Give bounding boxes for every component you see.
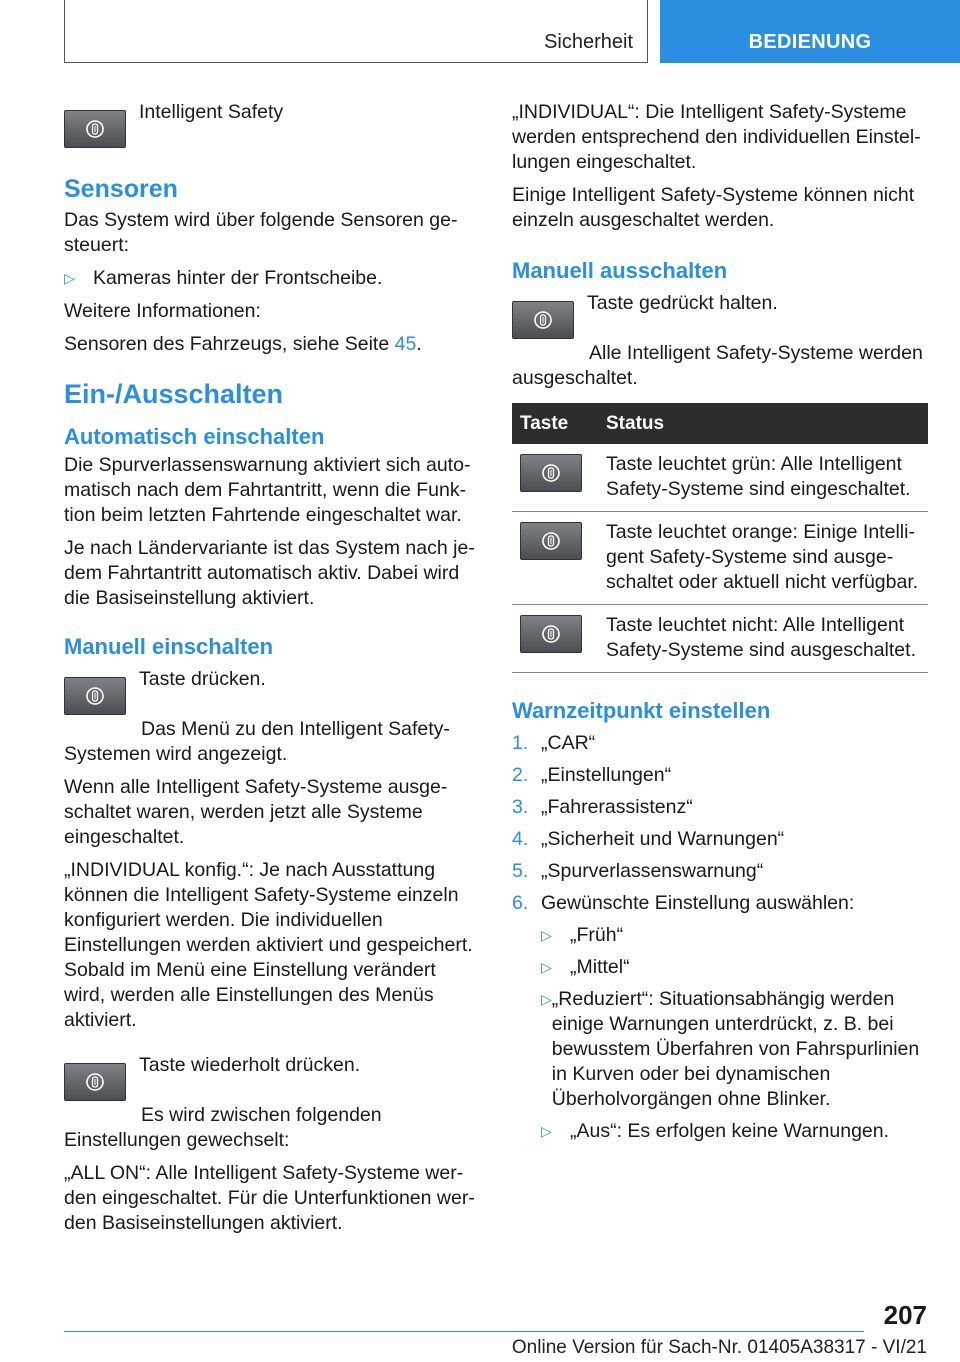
status-table xyxy=(512,403,928,673)
intelligent-safety-button-icon xyxy=(64,1063,126,1101)
button-cell xyxy=(512,605,598,673)
header-section-box xyxy=(64,0,648,63)
option-item xyxy=(541,955,928,980)
sensoren-ref-page-link[interactable]: 45 xyxy=(394,333,417,355)
intro-label: Intelligent Safety xyxy=(139,101,284,123)
status-cell: Taste leuchtet orange: Einige Intelligent Safety-Systeme sind ausgeschaltet oder aktuell nicht verfügbar. xyxy=(598,512,928,605)
header-section: Sicherheit xyxy=(544,31,633,53)
more-info: Weitere Informationen: xyxy=(64,300,261,322)
sensoren-ref-end: . xyxy=(416,333,422,355)
status-table-header xyxy=(512,403,928,444)
intelligent-safety-button-icon xyxy=(64,110,126,148)
list-item xyxy=(512,827,928,852)
col-header-status: Status xyxy=(598,403,928,444)
auto-p1: Die Spurverlassenswarnung aktiviert sich automatisch nach dem Fahrtantritt, wenn die Funktion beim letzten Fahrtende eingeschaltet war. xyxy=(64,454,471,526)
button-cell xyxy=(512,444,598,512)
col-header-taste: Taste xyxy=(512,403,598,444)
triangle-bullet-icon: ▷ xyxy=(541,991,552,1007)
option-text: „Mittel“ xyxy=(570,956,630,978)
button-cell xyxy=(512,512,598,605)
repeat-result: Es wird zwischen folgenden Einstellungen gewechselt: xyxy=(64,1104,382,1151)
status-cell: Taste leuchtet nicht: Alle Intelligent Safety-Systeme sind ausgeschaltet. xyxy=(598,605,928,673)
repeat-step-row xyxy=(64,1053,476,1101)
individual-text: „INDIVIDUAL“: Die Intelligent Safety-Systeme werden entsprechend den individuellen Einstellungen eingeschaltet. xyxy=(512,101,921,173)
right-column xyxy=(512,100,928,1151)
ein-aus-heading: Ein-/Ausschalten xyxy=(64,379,284,409)
option-item xyxy=(541,923,928,948)
list-item xyxy=(512,763,928,788)
list-item xyxy=(512,891,928,916)
step-text: „Fahrerassistenz“ xyxy=(541,796,693,818)
sensoren-heading: Sensoren xyxy=(64,175,178,203)
manual-on-result: Das Menü zu den Intelligent Safety-Systemen wird angezeigt. xyxy=(64,718,450,765)
intelligent-safety-button-icon xyxy=(520,522,582,560)
sensoren-bullet xyxy=(64,266,476,291)
manual-on-step-row xyxy=(64,667,476,715)
sensoren-reference xyxy=(64,332,476,357)
auto-heading: Automatisch einschalten xyxy=(64,424,325,449)
list-item xyxy=(512,795,928,820)
warn-heading: Warnzeitpunkt einstellen xyxy=(512,698,771,723)
manual-on-p1: Wenn alle Intelligent Safety-Systeme ausgeschaltet waren, werden jetzt alle Systeme eingeschaltet. xyxy=(64,776,448,848)
manual-off-step: Taste gedrückt halten. xyxy=(587,292,778,314)
page-number: 207 xyxy=(883,1300,927,1330)
manual-on-heading: Manuell einschalten xyxy=(64,634,274,659)
step-number: 4. xyxy=(512,828,529,850)
step-text: „Einstellungen“ xyxy=(541,764,672,786)
intelligent-safety-button-icon xyxy=(520,615,582,653)
intelligent-safety-button-icon xyxy=(520,454,582,492)
all-on: „ALL ON“: Alle Intelligent Safety-Systeme werden eingeschaltet. Für die Unterfunktionen werden Basiseinstellungen aktiviert. xyxy=(64,1162,475,1234)
intro-icon-row xyxy=(64,100,476,148)
table-row xyxy=(512,444,928,512)
triangle-bullet-icon: ▷ xyxy=(541,959,552,975)
footer-text: Online Version für Sach-Nr. 01405A38317 - VI/21 xyxy=(511,1337,927,1358)
manual-off-heading: Manuell ausschalten xyxy=(512,258,728,283)
option-text: „Früh“ xyxy=(570,924,624,946)
sensoren-ref-text: Sensoren des Fahrzeugs, siehe Seite xyxy=(64,333,395,355)
table-row xyxy=(512,512,928,605)
some-not-text: Einige Intelligent Safety-Systeme können nicht einzeln ausgeschaltet werden. xyxy=(512,184,915,231)
intelligent-safety-button-icon xyxy=(64,677,126,715)
manual-off-step-row xyxy=(512,291,928,339)
step-text: „Spurverlassenswarnung“ xyxy=(541,860,764,882)
option-text: „Aus“: Es erfolgen keine Warnungen. xyxy=(570,1120,890,1142)
step-number: 3. xyxy=(512,796,529,818)
header-chapter: BEDIENUNG xyxy=(748,31,872,53)
sensoren-bullet-text: Kameras hinter der Frontscheibe. xyxy=(93,267,383,289)
step-number: 2. xyxy=(512,764,529,786)
step-text: „CAR“ xyxy=(541,732,596,754)
manual-off-result: Alle Intelligent Safety-Systeme werden ausgeschaltet. xyxy=(512,342,923,389)
manual-on-step: Taste drücken. xyxy=(139,668,266,690)
manual-on-p2: „INDIVIDUAL konfig.“: Je nach Ausstattung können die Intelligent Safety-Systeme einzeln konfiguriert werden. Die individuellen Einstellungen werden aktiviert und gespeichert. Sobald im Menü eine Einstellung verändert wird, werden alle Einstellungen des Menüs aktiviert. xyxy=(64,859,473,1031)
left-column xyxy=(64,100,476,1244)
list-item xyxy=(512,731,928,756)
list-item xyxy=(512,859,928,884)
status-cell: Taste leuchtet grün: Alle Intelligent Safety-Systeme sind eingeschaltet. xyxy=(598,444,928,512)
sensoren-text: Das System wird über folgende Sensoren gesteuert: xyxy=(64,209,458,256)
triangle-bullet-icon: ▷ xyxy=(541,1123,552,1139)
step-text: Gewünschte Einstellung auswählen: xyxy=(541,892,855,914)
intelligent-safety-button-icon xyxy=(512,301,574,339)
step-text: „Sicherheit und Warnungen“ xyxy=(541,828,785,850)
header-chapter-box xyxy=(660,0,960,63)
step-number: 1. xyxy=(512,732,529,754)
steps-list xyxy=(512,731,928,1144)
footer-divider xyxy=(64,1331,864,1332)
step-number: 6. xyxy=(512,892,529,914)
option-item xyxy=(541,987,928,1112)
triangle-bullet-icon: ▷ xyxy=(64,270,75,286)
triangle-bullet-icon: ▷ xyxy=(541,927,552,943)
auto-p2: Je nach Ländervariante ist das System nach jedem Fahrtantritt automatisch aktiv. Dabei wird die Basiseinstellung aktiviert. xyxy=(64,537,475,609)
option-text: „Reduziert“: Situationsabhängig werden einige Warnungen unterdrückt, z. B. bei bewusstem Überfahren von Fahrspurlinien in Kurven oder bei dynamischen Überholvorgängen ohne Blinker. xyxy=(551,988,920,1110)
step-number: 5. xyxy=(512,860,529,882)
repeat-step: Taste wiederholt drücken. xyxy=(139,1054,361,1076)
table-row xyxy=(512,605,928,673)
option-item xyxy=(541,1119,928,1144)
